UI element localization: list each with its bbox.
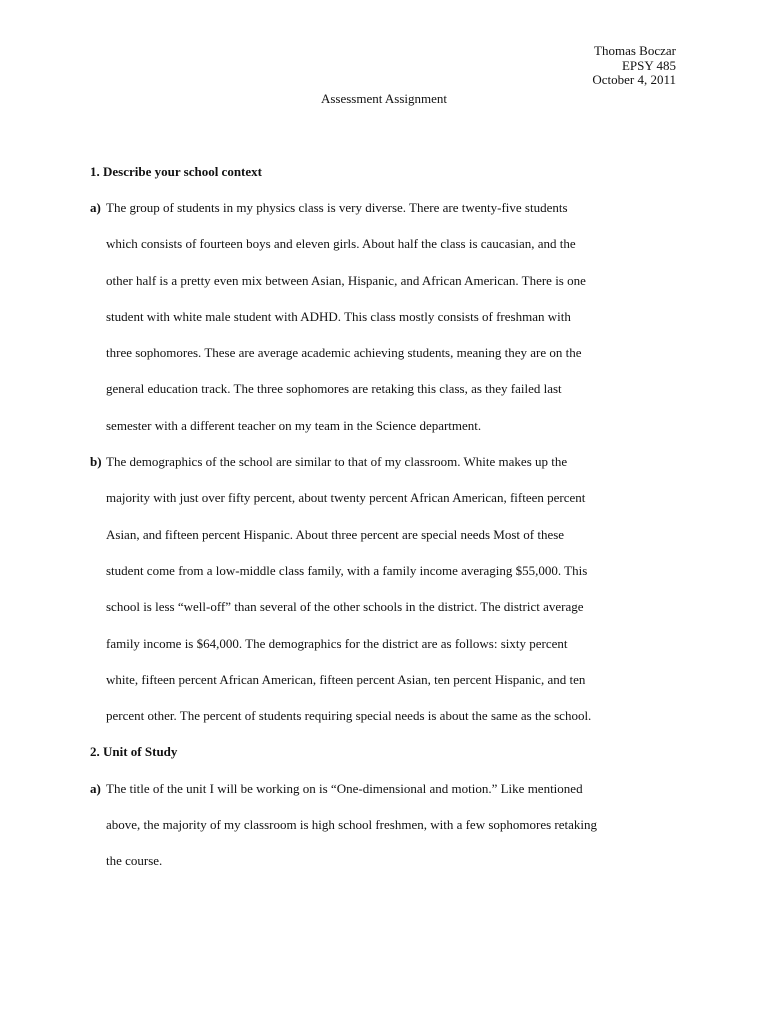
paragraph-line: The title of the unit I will be working on is “One-dimensional and motion.” Like mentioned [106, 780, 583, 796]
course-code: EPSY 485 [621, 57, 676, 73]
author-header [592, 44, 676, 88]
paragraph-marker: a) [90, 780, 101, 796]
document-date: October 4, 2011 [592, 72, 676, 87]
section-2-paragraph-a [90, 771, 682, 880]
paragraph-line: other half is a pretty even mix between Asian, Hispanic, and African American. There is one [106, 272, 586, 288]
paragraph-marker: a) [90, 200, 101, 215]
paragraph-line: The group of students in my physics class is very diverse. There are twenty-five students [106, 200, 568, 215]
document-title: Assessment Assignment [320, 91, 448, 106]
paragraph-line: semester with a different teacher on my team in the Science department. [106, 417, 482, 433]
paragraph-marker: b) [90, 454, 102, 470]
paragraph-line: school is less “well-off” than several of the other schools in the district. The district average [106, 599, 584, 615]
section-1-paragraph-b [90, 444, 682, 734]
paragraph-line: The demographics of the school are similar to that of my classroom. White makes up the [106, 454, 568, 470]
paragraph-line: three sophomores. These are average academic achieving students, meaning they are on the [106, 345, 582, 361]
paragraph-line: percent other. The percent of students requiring special needs is about the same as the school. [106, 708, 592, 724]
section-1-paragraph-a [90, 190, 682, 444]
author-name: Thomas Boczar [594, 43, 676, 58]
paragraph-line: student with white male student with ADHD. This class mostly consists of freshman with [106, 308, 571, 324]
paragraph-line: family income is $64,000. The demographics for the district are as follows: sixty percent [106, 635, 568, 651]
section-1-heading: 1. Describe your school context [90, 164, 262, 179]
document-body [90, 163, 682, 880]
section-2-heading: 2. Unit of Study [90, 744, 178, 760]
paragraph-line: Asian, and fifteen percent Hispanic. About three percent are special needs Most of these [106, 526, 565, 542]
paragraph-line: above, the majority of my classroom is high school freshmen, with a few sophomores retaking [106, 817, 598, 833]
paragraph-line: the course. [106, 853, 163, 869]
paragraph-line: student come from a low-middle class family, with a family income averaging $55,000. This [106, 562, 588, 578]
paragraph-line: general education track. The three sophomores are retaking this class, as they failed last [106, 381, 562, 397]
paragraph-line: which consists of fourteen boys and eleven girls. About half the class is caucasian, and the [106, 236, 576, 252]
paragraph-line: majority with just over fifty percent, about twenty percent African American, fifteen percent [106, 490, 586, 506]
paragraph-line: white, fifteen percent African American, fifteen percent Asian, ten percent Hispanic, and ten [106, 671, 586, 687]
